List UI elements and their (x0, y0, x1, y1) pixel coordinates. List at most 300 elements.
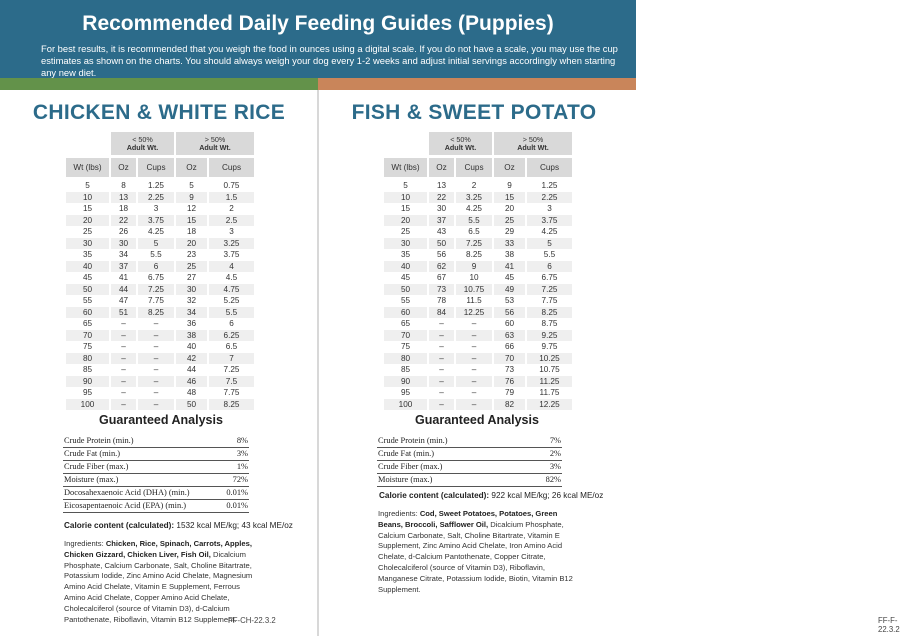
table-row (66, 203, 254, 215)
amount-cell: 38 (504, 250, 515, 259)
amount-cell: 30 (436, 204, 447, 213)
analysis-row (63, 486, 249, 499)
amount-cell: – (471, 388, 477, 397)
amount-cell: 26 (118, 227, 129, 236)
amount-cell: 3.75 (138, 215, 174, 227)
analysis-value: 3% (220, 447, 249, 460)
weight-cell: 70 (66, 330, 109, 342)
weight-cell: 20 (66, 215, 109, 227)
analysis-table (377, 434, 562, 487)
weight-cell: 60 (66, 307, 109, 319)
amount-cell: – (429, 353, 454, 365)
amount-cell: 44 (111, 284, 136, 296)
amount-cell: 8.25 (138, 307, 174, 319)
amount-cell: 37 (111, 261, 136, 273)
amount-cell: 8 (121, 181, 126, 190)
table-row (66, 307, 254, 319)
analysis-title: Guaranteed Analysis (415, 413, 539, 427)
weight-cell: 50 (66, 284, 109, 296)
table-row (384, 203, 572, 215)
amount-cell: – (439, 365, 444, 374)
amount-cell: – (471, 342, 477, 351)
amount-cell: 56 (494, 307, 525, 319)
amount-cell: 15 (494, 192, 525, 204)
analysis-row (63, 460, 249, 473)
weight-cell: 35 (400, 250, 411, 259)
weight-cell: 100 (66, 399, 109, 411)
amount-cell: 1.25 (541, 181, 558, 190)
amount-cell: 15 (176, 215, 207, 227)
table-row (66, 295, 254, 307)
header-cups: Cups (456, 158, 492, 177)
amount-cell: 22 (429, 192, 454, 204)
analysis-label: Crude Fiber (max.) (63, 460, 220, 473)
weight-cell: 75 (82, 342, 93, 351)
analysis-row (63, 447, 249, 460)
weight-cell: 25 (82, 227, 93, 236)
amount-cell: 23 (186, 250, 197, 259)
analysis-row (377, 447, 562, 460)
analysis-row (377, 460, 562, 473)
weight-cell: 40 (384, 261, 427, 273)
stripe-right (318, 78, 636, 90)
amount-cell: 9 (507, 181, 512, 190)
analysis-value: 8% (220, 434, 249, 447)
amount-cell: 11.25 (527, 376, 572, 388)
amount-cell: 4.25 (466, 204, 482, 213)
analysis-row (377, 473, 562, 486)
amount-cell: 20 (504, 204, 515, 213)
header-oz: Oz (494, 158, 525, 177)
table-row (66, 387, 254, 399)
amount-cell: 11.5 (466, 296, 482, 305)
table-row (384, 341, 572, 353)
amount-cell: 5 (189, 181, 194, 190)
amount-cell: 53 (504, 296, 515, 305)
weight-cell: 10 (66, 192, 109, 204)
weight-cell: 95 (82, 388, 93, 397)
analysis-label: Crude Fiber (max.) (377, 460, 526, 473)
weight-cell: 45 (82, 273, 93, 282)
amount-cell: 6.75 (541, 273, 558, 282)
weight-cell: 80 (66, 353, 109, 365)
amount-cell: – (138, 376, 174, 388)
amount-cell: 18 (186, 227, 197, 236)
stripe-left (0, 78, 318, 90)
amount-cell: 6 (229, 319, 234, 328)
weight-cell: 85 (400, 365, 411, 374)
header-weight: Wt (lbs) (384, 158, 427, 177)
amount-cell: 36 (186, 319, 197, 328)
feeding-table (64, 132, 256, 410)
amount-cell: 8.25 (527, 307, 572, 319)
recipe-title: FISH & SWEET POTATO (351, 101, 597, 124)
amount-cell: 84 (429, 307, 454, 319)
weight-cell: 95 (400, 388, 411, 397)
amount-cell: – (111, 353, 136, 365)
amount-cell: 7.25 (527, 284, 572, 296)
amount-cell: – (153, 342, 159, 351)
table-row (384, 180, 572, 192)
amount-cell: 6.25 (209, 330, 254, 342)
table-body (66, 180, 254, 410)
amount-cell: – (439, 342, 444, 351)
analysis-row (63, 499, 249, 512)
amount-cell: 33 (494, 238, 525, 250)
page-title: Recommended Daily Feeding Guides (Puppies) (82, 12, 554, 35)
table-row (384, 192, 572, 204)
analysis-value: 0.01% (220, 499, 249, 512)
amount-cell: 2 (471, 181, 477, 190)
analysis-row (63, 434, 249, 447)
amount-cell: 46 (176, 376, 207, 388)
table-row (384, 399, 572, 411)
header-oz: Oz (429, 158, 454, 177)
amount-cell: 0.75 (223, 181, 240, 190)
amount-cell: 7 (209, 353, 254, 365)
weight-cell: 75 (400, 342, 411, 351)
weight-cell: 55 (82, 296, 93, 305)
table-row (66, 284, 254, 296)
amount-cell: 22 (111, 215, 136, 227)
amount-cell: 10.75 (539, 365, 560, 374)
amount-cell: 7.75 (148, 296, 164, 305)
amount-cell: 13 (436, 181, 447, 190)
amount-cell: 7.75 (541, 296, 558, 305)
amount-cell: – (429, 399, 454, 411)
table-row (384, 249, 572, 261)
amount-cell: 4 (209, 261, 254, 273)
amount-cell: 5 (138, 238, 174, 250)
amount-cell: 10 (469, 273, 479, 282)
weight-cell: 10 (384, 192, 427, 204)
amount-cell: 78 (436, 296, 447, 305)
table-row (66, 261, 254, 273)
weight-cell: 15 (400, 204, 411, 213)
amount-cell: 2.5 (209, 215, 254, 227)
table-row (384, 215, 572, 227)
calorie-content: Calorie content (calculated): 1532 kcal ME/kg; 43 kcal ME/oz (64, 521, 293, 530)
ingredients-list: Ingredients: Cod, Sweet Potatoes, Potatoes, Green Beans, Broccoli, Safflower Oil, Dicalcium Phosphate, Calcium Carbonate, Salt, Choline Bitartrate, Vitamin E Supplement, Zinc Amino Acid Chelate, Iron Amino Acid Chelate, d-Calcium Pantothenate, Copper Citrate, Cholecalciferol (source of Vitamin D3), Riboflavin, Manganese Citrate, Potassium Iodide, Biotin, Vitamin B12 Supplement. (378, 509, 573, 594)
table-row (384, 318, 572, 330)
amount-cell: 9 (456, 261, 492, 273)
amount-cell: 7.25 (138, 284, 174, 296)
header-oz: Oz (111, 158, 136, 177)
amount-cell: 3 (547, 204, 552, 213)
header-cups: Cups (138, 158, 174, 177)
amount-cell: 42 (176, 353, 207, 365)
product-code: FF-CH-22.3.2 (228, 616, 276, 625)
amount-cell: 48 (186, 388, 197, 397)
amount-cell: – (456, 330, 492, 342)
amount-cell: 5.5 (209, 307, 254, 319)
amount-cell: 4.75 (209, 284, 254, 296)
amount-cell: 5.5 (543, 250, 556, 259)
group-under-50: < 50% Adult Wt. (429, 132, 492, 155)
amount-cell: 6 (138, 261, 174, 273)
amount-cell: 66 (504, 342, 515, 351)
group-over-50: > 50% Adult Wt. (176, 132, 254, 155)
amount-cell: 30 (111, 238, 136, 250)
amount-cell: 41 (494, 261, 525, 273)
analysis-row (63, 473, 249, 486)
amount-cell: 40 (186, 342, 197, 351)
weight-cell: 80 (384, 353, 427, 365)
weight-cell: 20 (384, 215, 427, 227)
amount-cell: 3.75 (223, 250, 240, 259)
amount-cell: 10.75 (456, 284, 492, 296)
header-cups: Cups (527, 158, 572, 177)
amount-cell: 67 (436, 273, 447, 282)
intro-text: For best results, it is recommended that you weigh the food in ounces using a digital scale. If you do not have a scale, you may use the cup estimates as shown on the charts. You should always weigh your dog every 1-2 weeks and adjust initial servings accordingly when starting any new diet. (41, 43, 618, 78)
amount-cell: 12 (186, 204, 197, 213)
amount-cell: – (111, 399, 136, 411)
amount-cell: 34 (176, 307, 207, 319)
table-row (384, 272, 572, 284)
analysis-label: Moisture (max.) (63, 473, 220, 486)
analysis-value: 82% (526, 473, 562, 486)
amount-cell: 45 (504, 273, 515, 282)
amount-cell: – (138, 399, 174, 411)
amount-cell: 34 (118, 250, 129, 259)
amount-cell: 60 (504, 319, 515, 328)
table-row (66, 192, 254, 204)
amount-cell: 49 (494, 284, 525, 296)
group-over-50: > 50% Adult Wt. (494, 132, 572, 155)
analysis-label: Crude Protein (min.) (63, 434, 220, 447)
analysis-label: Eicosapentaenoic Acid (EPA) (min.) (63, 499, 220, 512)
table-row (66, 376, 254, 388)
analysis-value: 2% (526, 447, 562, 460)
amount-cell: 43 (436, 227, 447, 236)
amount-cell: 18 (118, 204, 129, 213)
table-row (384, 284, 572, 296)
amount-cell: 12.25 (456, 307, 492, 319)
amount-cell: 1.5 (209, 192, 254, 204)
amount-cell: – (456, 376, 492, 388)
amount-cell: – (111, 376, 136, 388)
amount-cell: 82 (494, 399, 525, 411)
amount-cell: 4.5 (225, 273, 238, 282)
analysis-label: Crude Fat (min.) (63, 447, 220, 460)
analysis-title: Guaranteed Analysis (99, 413, 223, 427)
amount-cell: 3.25 (209, 238, 254, 250)
feeding-table (382, 132, 574, 410)
weight-cell: 90 (384, 376, 427, 388)
ingredients-list: Ingredients: Chicken, Rice, Spinach, Carrots, Apples, Chicken Gizzard, Chicken Liver, Fish Oil, Dicalcium Phosphate, Calcium Carbonate, Salt, Choline Bitartrate, Potassium Iodide, Zinc Amino Acid Chelate, Magnesium Amino Acid Chelate, Vitamin E Supplement, Ferrous Amino Acid Chelate, Copper Amino Acid Chelate, Cholecalciferol (source of Vitamin D3), d-Calcium Pantothenate, Riboflavin, Vitamin B12 Supplement. (64, 539, 253, 624)
weight-cell: 85 (82, 365, 93, 374)
recipe-title: CHICKEN & WHITE RICE (32, 101, 286, 124)
amount-cell: 38 (176, 330, 207, 342)
amount-cell: 3 (229, 227, 234, 236)
table-row (384, 376, 572, 388)
table-body (384, 180, 572, 410)
weight-cell: 70 (384, 330, 427, 342)
table-row (66, 364, 254, 376)
amount-cell: 8.25 (466, 250, 482, 259)
fish-column (318, 90, 900, 636)
amount-cell: – (429, 376, 454, 388)
amount-cell: 27 (186, 273, 197, 282)
amount-cell: 13 (111, 192, 136, 204)
analysis-row (377, 434, 562, 447)
amount-cell: 50 (176, 399, 207, 411)
amount-cell: 32 (186, 296, 197, 305)
amount-cell: – (138, 330, 174, 342)
amount-cell: 7.25 (223, 365, 240, 374)
amount-cell: 79 (504, 388, 515, 397)
header-weight: Wt (lbs) (66, 158, 109, 177)
analysis-label: Crude Fat (min.) (377, 447, 526, 460)
amount-cell: 3.75 (527, 215, 572, 227)
analysis-value: 7% (526, 434, 562, 447)
table-row (384, 261, 572, 273)
table-row (66, 226, 254, 238)
group-under-50: < 50% Adult Wt. (111, 132, 174, 155)
table-row (66, 318, 254, 330)
weight-cell: 100 (384, 399, 427, 411)
amount-cell: 5.25 (223, 296, 240, 305)
amount-cell: 29 (504, 227, 515, 236)
weight-cell: 35 (82, 250, 93, 259)
product-code: FF-F-22.3.2 (878, 616, 900, 634)
amount-cell: – (153, 388, 159, 397)
amount-cell: 25 (176, 261, 207, 273)
amount-cell: 12.25 (527, 399, 572, 411)
analysis-table (63, 434, 249, 513)
weight-cell: 30 (384, 238, 427, 250)
analysis-label: Docosahexaenoic Acid (DHA) (min.) (63, 486, 220, 499)
weight-cell: 40 (66, 261, 109, 273)
amount-cell: 56 (436, 250, 447, 259)
amount-cell: 7.5 (209, 376, 254, 388)
table-row (66, 341, 254, 353)
table-row (66, 215, 254, 227)
header-cups: Cups (209, 158, 254, 177)
weight-cell: 90 (66, 376, 109, 388)
amount-cell: 4.25 (148, 227, 164, 236)
table-row (384, 387, 572, 399)
amount-cell: 3 (153, 204, 159, 213)
weight-cell: 65 (82, 319, 93, 328)
amount-cell: – (111, 330, 136, 342)
table-row (66, 272, 254, 284)
amount-cell: 4.25 (541, 227, 558, 236)
analysis-value: 3% (526, 460, 562, 473)
amount-cell: 7.75 (223, 388, 240, 397)
amount-cell: – (121, 365, 126, 374)
amount-cell: 2.25 (527, 192, 572, 204)
amount-cell: – (138, 353, 174, 365)
amount-cell: – (121, 319, 126, 328)
amount-cell: 8.75 (541, 319, 558, 328)
analysis-value: 0.01% (220, 486, 249, 499)
analysis-value: 72% (220, 473, 249, 486)
amount-cell: 73 (504, 365, 515, 374)
table-row (384, 353, 572, 365)
amount-cell: 6 (527, 261, 572, 273)
chicken-column (0, 90, 318, 636)
amount-cell: 44 (186, 365, 197, 374)
amount-cell: 63 (494, 330, 525, 342)
amount-cell: – (153, 319, 159, 328)
table-row (66, 238, 254, 250)
amount-cell: 3.25 (456, 192, 492, 204)
weight-cell: 15 (82, 204, 93, 213)
weight-cell: 45 (400, 273, 411, 282)
calorie-content: Calorie content (calculated): 922 kcal ME/kg; 26 kcal ME/oz (379, 491, 604, 500)
amount-cell: 5.5 (456, 215, 492, 227)
weight-cell: 50 (384, 284, 427, 296)
table-row (66, 353, 254, 365)
weight-cell: 5 (403, 181, 408, 190)
amount-cell: – (456, 353, 492, 365)
table-row (384, 364, 572, 376)
amount-cell: 7.25 (456, 238, 492, 250)
weight-cell: 65 (400, 319, 411, 328)
table-row (384, 330, 572, 342)
analysis-label: Moisture (max.) (377, 473, 526, 486)
amount-cell: – (471, 319, 477, 328)
amount-cell: 9.75 (541, 342, 558, 351)
table-row (384, 307, 572, 319)
weight-cell: 30 (66, 238, 109, 250)
amount-cell: 70 (494, 353, 525, 365)
amount-cell: 50 (429, 238, 454, 250)
weight-cell: 55 (400, 296, 411, 305)
amount-cell: 1.25 (148, 181, 164, 190)
amount-cell: 2 (229, 204, 234, 213)
amount-cell: 6.5 (468, 227, 480, 236)
table-row (66, 180, 254, 192)
amount-cell: 5 (527, 238, 572, 250)
table-row (66, 330, 254, 342)
amount-cell: 9.25 (527, 330, 572, 342)
amount-cell: 37 (429, 215, 454, 227)
analysis-value: 1% (220, 460, 249, 473)
table-row (66, 399, 254, 411)
amount-cell: 73 (429, 284, 454, 296)
table-row (66, 249, 254, 261)
amount-cell: – (439, 319, 444, 328)
table-row (384, 295, 572, 307)
amount-cell: 11.75 (539, 388, 560, 397)
amount-cell: – (153, 365, 159, 374)
weight-cell: 25 (400, 227, 411, 236)
amount-cell: 30 (176, 284, 207, 296)
table-row (384, 226, 572, 238)
amount-cell: 41 (118, 273, 129, 282)
weight-cell: 5 (85, 181, 90, 190)
amount-cell: 51 (111, 307, 136, 319)
amount-cell: 62 (429, 261, 454, 273)
amount-cell: – (439, 388, 444, 397)
header-banner (0, 0, 636, 78)
amount-cell: 10.25 (527, 353, 572, 365)
amount-cell: 25 (494, 215, 525, 227)
amount-cell: 9 (176, 192, 207, 204)
amount-cell: – (471, 365, 477, 374)
amount-cell: 6.5 (225, 342, 238, 351)
amount-cell: 8.25 (209, 399, 254, 411)
amount-cell: 76 (494, 376, 525, 388)
amount-cell: – (429, 330, 454, 342)
amount-cell: – (121, 342, 126, 351)
amount-cell: – (121, 388, 126, 397)
amount-cell: – (456, 399, 492, 411)
amount-cell: 5.5 (150, 250, 162, 259)
amount-cell: 47 (118, 296, 129, 305)
